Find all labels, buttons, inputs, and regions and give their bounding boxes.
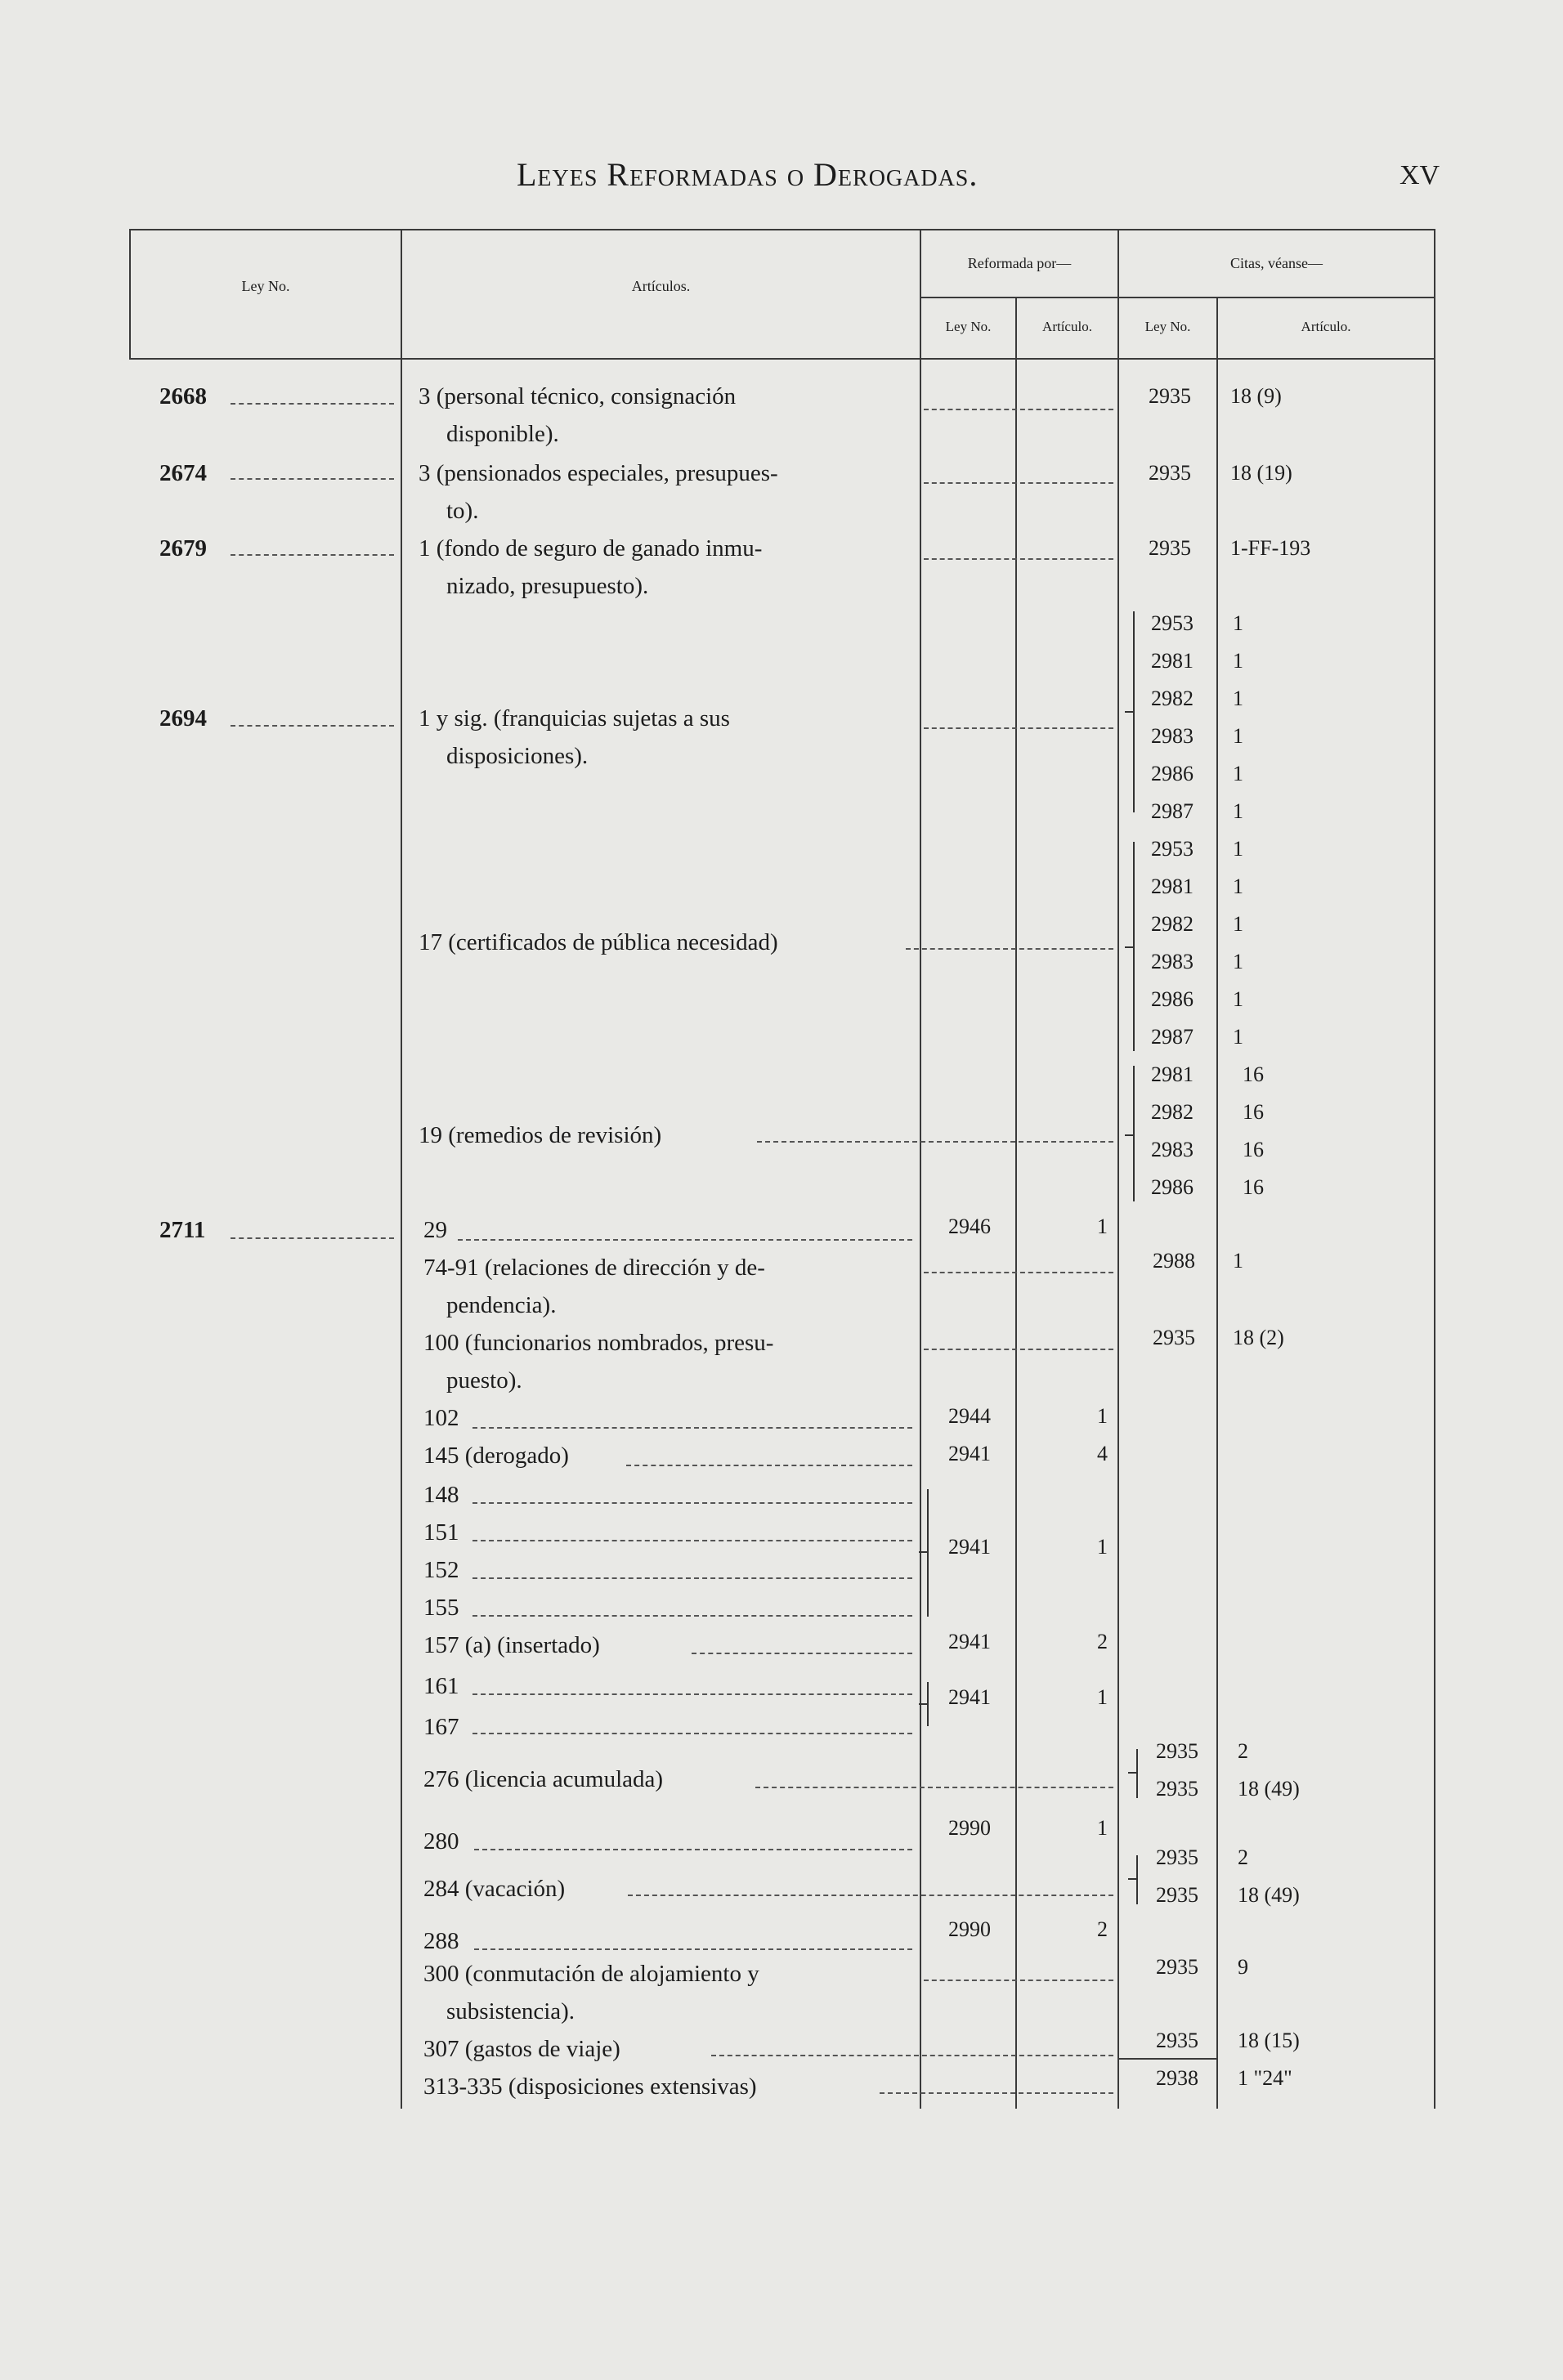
header-reformada-por: Reformada por— bbox=[967, 255, 1072, 271]
col-divider-2 bbox=[920, 229, 921, 2109]
reformada-articulo: 1 bbox=[1097, 1535, 1108, 1559]
leader-dots bbox=[474, 1948, 912, 1950]
cita-ley: 2983 bbox=[1151, 950, 1194, 973]
leader-dots bbox=[626, 1465, 912, 1466]
cita-articulo: 16 bbox=[1243, 1175, 1264, 1199]
cita-ley: 2982 bbox=[1151, 1100, 1194, 1124]
cita-ley: 2986 bbox=[1151, 762, 1194, 785]
cita-articulo: 1-FF-193 bbox=[1230, 536, 1311, 560]
reformada-articulo: 1 bbox=[1097, 1685, 1108, 1709]
reformada-ley: 2946 bbox=[948, 1215, 991, 1238]
cita-ley: 2935 bbox=[1153, 1326, 1195, 1349]
articulo-text: 145 (derogado) bbox=[423, 1443, 569, 1469]
brace bbox=[927, 1489, 937, 1617]
subheader-reformada-articulo: Artículo. bbox=[1042, 319, 1092, 334]
cita-articulo: 1 bbox=[1233, 724, 1243, 748]
cita-ley: 2935 bbox=[1149, 536, 1191, 560]
cita-articulo: 1 bbox=[1233, 762, 1243, 785]
articulo-text: 300 (conmutación de alojamiento y bbox=[423, 1961, 759, 1987]
leader-dots bbox=[231, 403, 394, 405]
page-title: Leyes Reformadas o Derogadas. bbox=[517, 156, 979, 193]
ley-number: 2711 bbox=[159, 1217, 206, 1243]
articulo-text: 148 bbox=[423, 1482, 459, 1508]
right-border bbox=[1434, 229, 1435, 2109]
articulo-text: 152 bbox=[423, 1557, 459, 1583]
leader-dots bbox=[231, 554, 394, 556]
cita-ley: 2982 bbox=[1151, 912, 1194, 936]
cita-articulo: 1 bbox=[1233, 987, 1243, 1011]
page-number: XV bbox=[1400, 160, 1440, 190]
articulo-text: 157 (a) (insertado) bbox=[423, 1632, 600, 1658]
leader-dots bbox=[472, 1502, 912, 1504]
empty-reformada bbox=[757, 1141, 1113, 1143]
articulo-text: 288 bbox=[423, 1928, 459, 1954]
cita-ley: 2983 bbox=[1151, 1138, 1194, 1161]
cita-ley: 2935 bbox=[1156, 1845, 1198, 1869]
articulo-text: 100 (funcionarios nombrados, presu- bbox=[423, 1330, 774, 1356]
brace bbox=[919, 1703, 927, 1705]
leader-dots bbox=[474, 1849, 912, 1850]
brace bbox=[1133, 611, 1143, 812]
cita-ley: 2953 bbox=[1151, 837, 1194, 861]
articulo-text: disposiciones). bbox=[446, 743, 589, 769]
col-divider-3 bbox=[1015, 298, 1017, 2109]
table-top-border bbox=[129, 229, 1435, 230]
cita-articulo: 18 (49) bbox=[1238, 1777, 1300, 1801]
empty-reformada bbox=[924, 1980, 1113, 1981]
reformada-articulo: 1 bbox=[1097, 1404, 1108, 1428]
reformada-ley: 2941 bbox=[948, 1630, 991, 1653]
leader-dots bbox=[472, 1693, 912, 1695]
cita-articulo: 1 bbox=[1233, 1249, 1243, 1273]
header-articulos: Artículos. bbox=[631, 278, 691, 294]
brace bbox=[1125, 711, 1133, 713]
articulo-text: 17 (certificados de pública necesidad) bbox=[419, 929, 778, 955]
articulo-text: 3 (personal técnico, consignación bbox=[419, 383, 737, 409]
cita-articulo: 1 bbox=[1233, 799, 1243, 823]
articulo-text: nizado, presupuesto). bbox=[446, 573, 649, 599]
brace bbox=[1128, 1772, 1136, 1774]
empty-reformada bbox=[711, 2055, 1113, 2056]
empty-reformada bbox=[924, 482, 1113, 484]
articulo-text: 307 (gastos de viaje) bbox=[423, 2036, 620, 2062]
cita-ley: 2986 bbox=[1151, 1175, 1194, 1199]
leader-dots bbox=[458, 1239, 912, 1241]
leader-dots bbox=[692, 1653, 912, 1654]
articulo-text: 29 bbox=[423, 1217, 447, 1243]
articulo-text: 280 bbox=[423, 1828, 459, 1854]
cita-ley: 2953 bbox=[1151, 611, 1194, 635]
cita-articulo: 1 bbox=[1233, 687, 1243, 710]
brace bbox=[1125, 946, 1133, 948]
articulo-text: 1 (fondo de seguro de ganado inmu- bbox=[419, 535, 763, 561]
cita-articulo: 16 bbox=[1243, 1138, 1264, 1161]
ley-number: 2694 bbox=[159, 705, 207, 731]
articulo-text: puesto). bbox=[446, 1367, 522, 1394]
brace bbox=[1133, 1066, 1143, 1201]
reformada-ley: 2944 bbox=[948, 1404, 991, 1428]
cita-ley: 2935 bbox=[1149, 384, 1191, 408]
cita-ley: 2981 bbox=[1151, 875, 1194, 898]
subheader-citas-articulo: Artículo. bbox=[1301, 319, 1351, 334]
articulo-text: 102 bbox=[423, 1405, 459, 1431]
ley-number: 2674 bbox=[159, 460, 207, 486]
reformada-articulo: 4 bbox=[1097, 1442, 1108, 1465]
leader-dots bbox=[472, 1577, 912, 1579]
cita-articulo: 1 bbox=[1233, 649, 1243, 673]
cita-ley: 2983 bbox=[1151, 724, 1194, 748]
cita-articulo: 16 bbox=[1243, 1100, 1264, 1124]
reformada-ley: 2941 bbox=[948, 1685, 991, 1709]
articulo-text: subsistencia). bbox=[446, 1998, 575, 2024]
articulo-text: disponible). bbox=[446, 421, 559, 447]
empty-reformada bbox=[924, 409, 1113, 410]
empty-reformada bbox=[755, 1787, 1113, 1788]
articulo-text: 19 (remedios de revisión) bbox=[419, 1122, 662, 1148]
articulo-text: 151 bbox=[423, 1519, 459, 1546]
leader-dots bbox=[472, 1733, 912, 1734]
empty-reformada bbox=[924, 1272, 1113, 1273]
subheader-reformada-ley: Ley No. bbox=[945, 319, 992, 334]
header-citas: Citas, véanse— bbox=[1230, 255, 1323, 271]
cita-articulo: 1 "24" bbox=[1238, 2066, 1292, 2090]
cita-ley: 2935 bbox=[1156, 1739, 1198, 1763]
articulo-text: 167 bbox=[423, 1714, 459, 1740]
cita-ley: 2938 bbox=[1156, 2066, 1198, 2090]
cita-ley: 2986 bbox=[1151, 987, 1194, 1011]
cita-ley: 2987 bbox=[1151, 799, 1194, 823]
reformada-articulo: 1 bbox=[1097, 1215, 1108, 1238]
reformada-articulo: 2 bbox=[1097, 1630, 1108, 1653]
header-bottom-border bbox=[129, 358, 1435, 360]
cita-articulo: 2 bbox=[1238, 1845, 1248, 1869]
articulo-text: to). bbox=[446, 498, 479, 524]
cita-ley: 2981 bbox=[1151, 649, 1194, 673]
articulo-text: 3 (pensionados especiales, presupues- bbox=[419, 460, 778, 486]
cita-articulo: 18 (15) bbox=[1238, 2029, 1300, 2052]
empty-reformada bbox=[628, 1895, 1113, 1896]
empty-reformada bbox=[924, 558, 1113, 560]
reformada-ley: 2941 bbox=[948, 1442, 991, 1465]
reformada-ley: 2941 bbox=[948, 1535, 991, 1559]
cita-articulo: 2 bbox=[1238, 1739, 1248, 1763]
cita-articulo: 1 bbox=[1233, 912, 1243, 936]
reformada-articulo: 1 bbox=[1097, 1816, 1108, 1840]
brace bbox=[927, 1682, 937, 1726]
cita-ley: 2935 bbox=[1149, 461, 1191, 485]
cita-articulo: 16 bbox=[1243, 1062, 1264, 1086]
ley-number: 2668 bbox=[159, 383, 207, 409]
articulo-text: 155 bbox=[423, 1595, 459, 1621]
brace bbox=[1136, 1855, 1146, 1904]
cita-ley: 2935 bbox=[1156, 2029, 1198, 2052]
cita-ley: 2988 bbox=[1153, 1249, 1195, 1273]
subheader-divider bbox=[920, 297, 1435, 298]
leader-dots bbox=[231, 478, 394, 480]
articulo-text: 284 (vacación) bbox=[423, 1876, 566, 1902]
cita-articulo: 18 (2) bbox=[1233, 1326, 1284, 1349]
empty-reformada bbox=[924, 1349, 1113, 1350]
reformada-ley: 2990 bbox=[948, 1816, 991, 1840]
leader-dots bbox=[472, 1540, 912, 1541]
cita-ley: 2981 bbox=[1151, 1062, 1194, 1086]
articulo-text: 1 y sig. (franquicias sujetas a sus bbox=[419, 705, 730, 731]
cita-articulo: 18 (9) bbox=[1230, 384, 1282, 408]
cita-ley: 2987 bbox=[1151, 1025, 1194, 1049]
cita-articulo: 9 bbox=[1238, 1955, 1248, 1979]
reformada-articulo: 2 bbox=[1097, 1917, 1108, 1941]
cita-ley: 2982 bbox=[1151, 687, 1194, 710]
articulo-text: 161 bbox=[423, 1673, 459, 1699]
empty-reformada bbox=[880, 2092, 1113, 2094]
col-divider-1 bbox=[401, 229, 402, 2109]
empty-reformada bbox=[906, 948, 1113, 950]
brace bbox=[1128, 1878, 1136, 1880]
leader-dots bbox=[231, 1237, 394, 1239]
cita-articulo: 1 bbox=[1233, 837, 1243, 861]
articulo-text: 276 (licencia acumulada) bbox=[423, 1766, 664, 1792]
cita-articulo: 18 (49) bbox=[1238, 1883, 1300, 1907]
brace bbox=[919, 1551, 927, 1553]
leader-dots bbox=[231, 725, 394, 727]
cita-articulo: 1 bbox=[1233, 875, 1243, 898]
col-divider-4 bbox=[1117, 229, 1119, 2109]
col-divider-5 bbox=[1216, 298, 1218, 2109]
cita-articulo: 18 (19) bbox=[1230, 461, 1292, 485]
brace bbox=[1136, 1749, 1146, 1798]
brace bbox=[1133, 842, 1143, 1051]
articulo-text: pendencia). bbox=[446, 1292, 557, 1318]
header-ley-no: Ley No. bbox=[241, 278, 290, 294]
cita-ley: 2935 bbox=[1156, 1777, 1198, 1801]
cita-ley: 2935 bbox=[1156, 1955, 1198, 1979]
cita-ley: 2935 bbox=[1156, 1883, 1198, 1907]
leader-dots bbox=[472, 1615, 912, 1617]
brace bbox=[1125, 1134, 1133, 1136]
cita-articulo: 1 bbox=[1233, 611, 1243, 635]
ley-number: 2679 bbox=[159, 535, 207, 561]
articulo-text: 313-335 (disposiciones extensivas) bbox=[423, 2074, 757, 2100]
cita-articulo: 1 bbox=[1233, 950, 1243, 973]
articulo-text: 74-91 (relaciones de dirección y de- bbox=[423, 1255, 765, 1281]
empty-reformada bbox=[924, 727, 1113, 729]
reformada-ley: 2990 bbox=[948, 1917, 991, 1941]
subheader-citas-ley: Ley No. bbox=[1144, 319, 1191, 334]
leader-dots bbox=[472, 1427, 912, 1429]
cita-articulo: 1 bbox=[1233, 1025, 1243, 1049]
page-header bbox=[0, 155, 1563, 196]
